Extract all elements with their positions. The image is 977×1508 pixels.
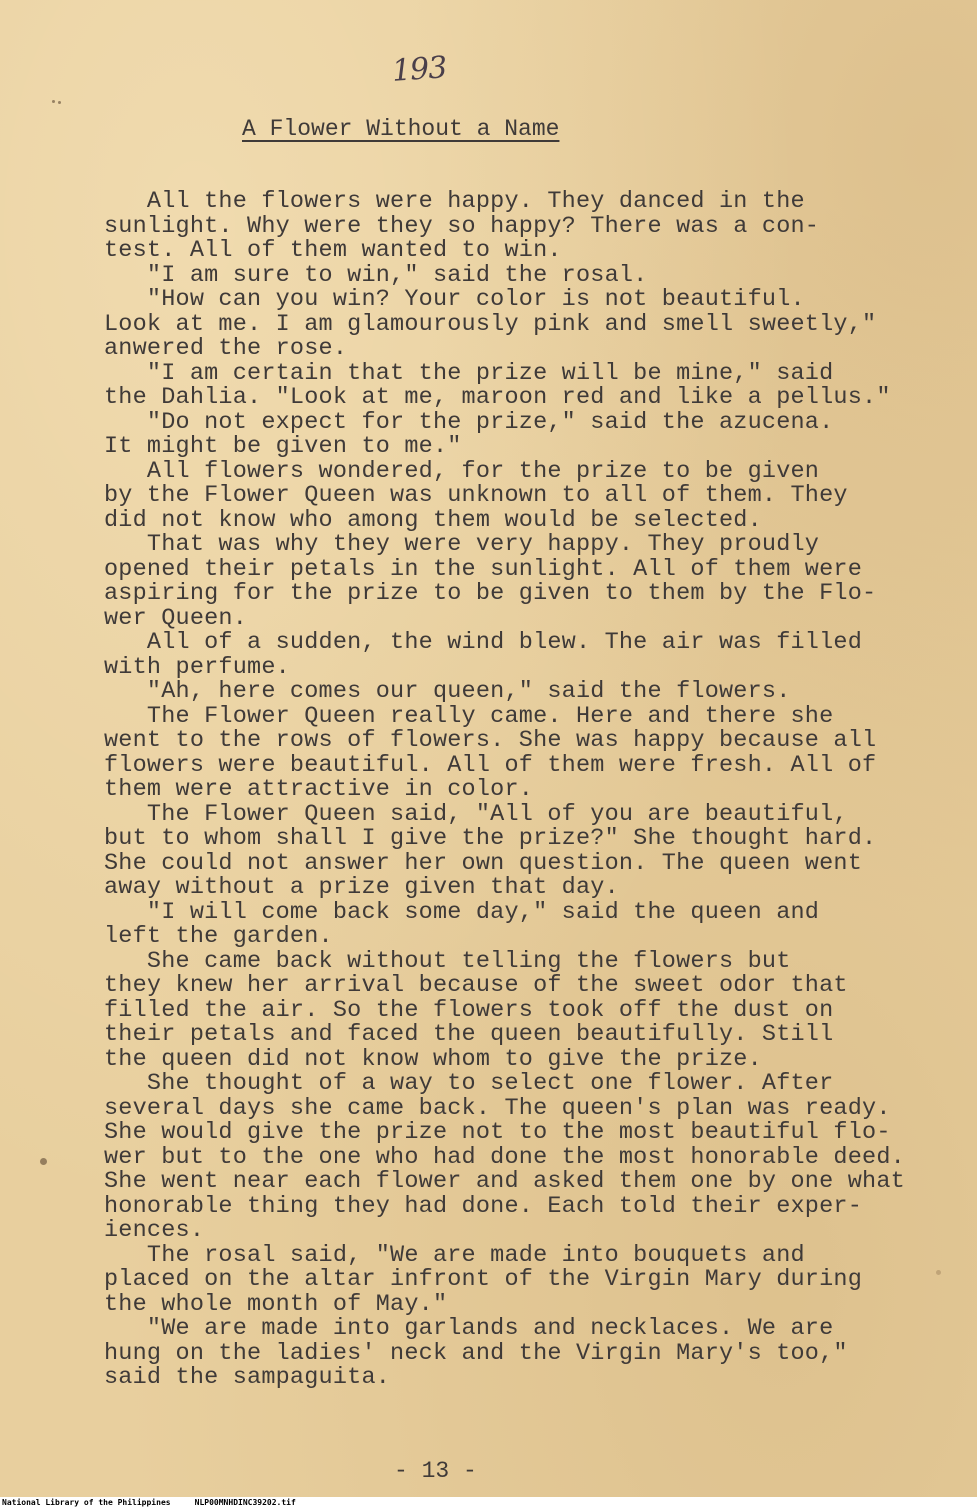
story-line: Look at me. I am glamourously pink and smell sweetly,"	[104, 310, 877, 338]
story-line: "I am certain that the prize will be mine," said	[104, 359, 834, 387]
story-line: It might be given to me."	[104, 433, 462, 460]
story-line: did not know who among them would be selected.	[104, 506, 762, 534]
story-line: All flowers wondered, for the prize to be given	[104, 457, 820, 485]
story-line: them were attractive in color.	[104, 776, 534, 803]
story-line: "Ah, here comes our queen," said the flowers.	[104, 678, 791, 705]
story-line: aspiring for the prize to be given to them by the Flo-	[104, 580, 877, 607]
story-line: they knew her arrival because of the sweet odor that	[104, 972, 848, 999]
story-line: wer but to the one who had done the most honorable deed.	[104, 1143, 905, 1171]
story-line: but to whom shall I give the prize?" She thought hard.	[104, 825, 877, 852]
story-line: All the flowers were happy. They danced in the	[104, 188, 805, 215]
story-line: the whole month of May."	[104, 1290, 448, 1318]
story-line: iences.	[104, 1217, 205, 1244]
story-line: the Dahlia. "Look at me, maroon red and like a pellus."	[104, 384, 891, 411]
story-line: "We are made into garlands and necklaces. We are	[104, 1315, 834, 1342]
story-line: She would give the prize not to the most beautiful flo-	[104, 1119, 891, 1146]
story-line: test. All of them wanted to win.	[104, 237, 562, 264]
story-line: anwered the rose.	[104, 335, 348, 362]
archive-credit: National Library of the Philippines NLP00MNHDINC39202.tif	[2, 1498, 296, 1507]
story-line: said the sampaguita.	[104, 1364, 391, 1391]
story-line: The Flower Queen really came. Here and there she	[104, 702, 834, 730]
story-line: That was why they were very happy. They proudly	[104, 531, 820, 558]
handwritten-page-number: 193	[390, 50, 448, 89]
story-line: She came back without telling the flowers but	[104, 947, 791, 975]
story-line: "I am sure to win," said the rosal.	[104, 261, 648, 289]
story-line: away without a prize given that day.	[104, 874, 619, 901]
story-line: All of a sudden, the wind blew. The air was filled	[104, 629, 863, 656]
paper-speck	[40, 1158, 47, 1165]
paper-speck	[52, 100, 55, 103]
story-line: filled the air. So the flowers took off the dust on	[104, 996, 834, 1024]
paper-speck	[58, 101, 61, 104]
story-line: flowers were beautiful. All of them were fresh. All of	[104, 751, 877, 779]
story-line: opened their petals in the sunlight. All of them were	[104, 555, 863, 583]
story-line: hung on the ladies' neck and the Virgin Mary's too,"	[104, 1339, 848, 1367]
story-line: sunlight. Why were they so happy? There was a con-	[104, 212, 820, 240]
story-line: The Flower Queen said, "All of you are beautiful,	[104, 800, 848, 828]
story-title: A Flower Without a Name	[242, 116, 560, 142]
story-line: "Do not expect for the prize," said the azucena.	[104, 408, 834, 436]
story-line: "I will come back some day," said the queen and	[104, 898, 820, 926]
story-line: wer Queen.	[104, 604, 248, 632]
story-line: The rosal said, "We are made into bouquets and	[104, 1241, 805, 1269]
paper-speck	[936, 1270, 941, 1275]
story-line: went to the rows of flowers. She was happy because all	[104, 727, 877, 754]
story-line: placed on the altar infront of the Virgin Mary during	[104, 1266, 863, 1293]
story-line: with perfume.	[104, 653, 290, 681]
story-line: the queen did not know whom to give the prize.	[104, 1045, 762, 1073]
story-line: by the Flower Queen was unknown to all of them. They	[104, 482, 848, 509]
story-line: She could not answer her own question. The queen went	[104, 849, 863, 877]
page-number: - 13 -	[394, 1458, 477, 1484]
story-line: She went near each flower and asked them one by one what	[104, 1168, 905, 1195]
story-line: several days she came back. The queen's plan was ready.	[104, 1094, 891, 1122]
story-line: left the garden.	[104, 923, 333, 950]
story-line: honorable thing they had done. Each told their exper-	[104, 1192, 863, 1220]
story-line: "How can you win? Your color is not beautiful.	[104, 286, 805, 313]
story-line: their petals and faced the queen beautifully. Still	[104, 1021, 834, 1048]
story-line: She thought of a way to select one flower. After	[104, 1070, 834, 1097]
story-text	[104, 190, 944, 1391]
